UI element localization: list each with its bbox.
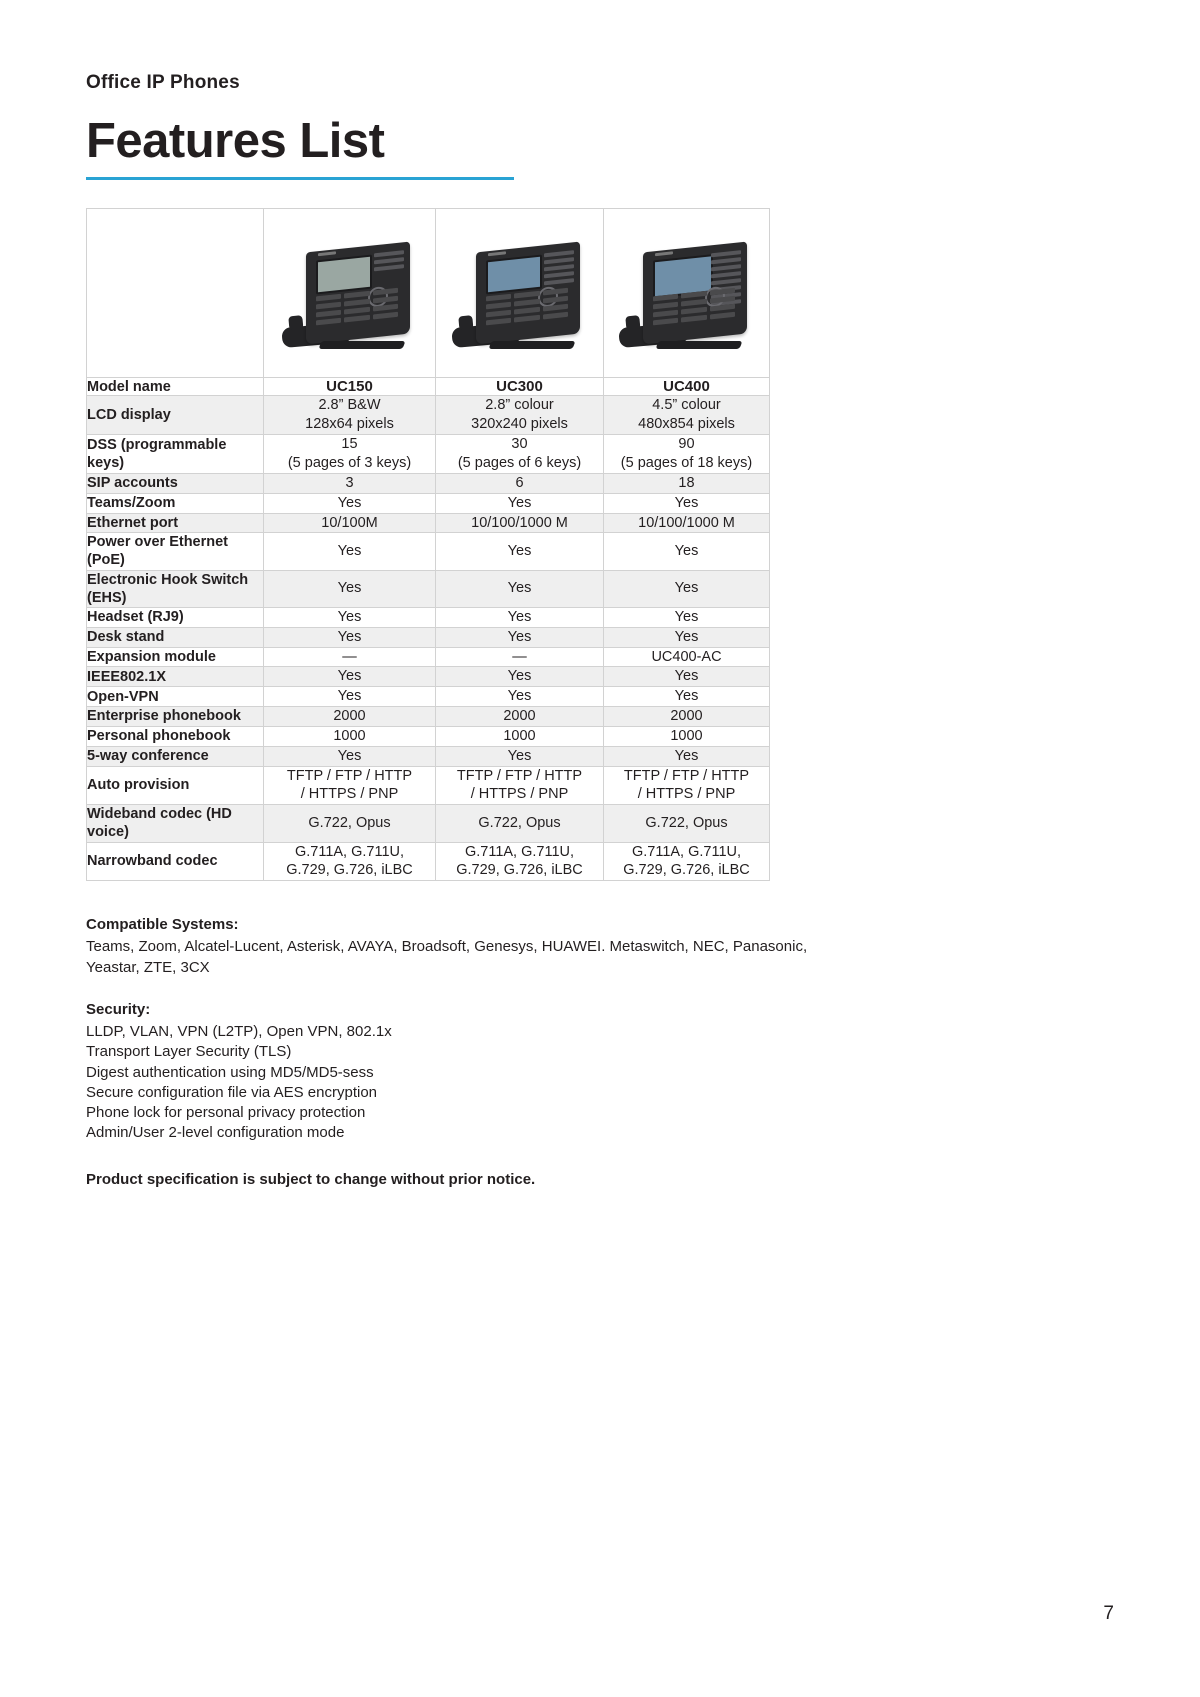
row-value: Yes bbox=[436, 607, 604, 627]
row-label: Auto provision bbox=[87, 766, 264, 805]
table-row bbox=[87, 805, 770, 842]
row-value: 3 bbox=[264, 473, 436, 493]
table-image-row bbox=[87, 209, 770, 378]
row-value: Yes bbox=[264, 746, 436, 766]
model-name-uc300: UC300 bbox=[436, 378, 604, 396]
table-row bbox=[87, 435, 770, 474]
row-value: Yes bbox=[264, 570, 436, 607]
table-row bbox=[87, 473, 770, 493]
row-label: Open-VPN bbox=[87, 687, 264, 707]
row-label: Personal phonebook bbox=[87, 726, 264, 746]
title-underline bbox=[86, 177, 514, 180]
security-line-3: Secure configuration file via AES encryption bbox=[86, 1083, 377, 1101]
disclaimer-text: Product specification is subject to change without prior notice. bbox=[86, 1170, 536, 1188]
row-label: Wideband codec (HD voice) bbox=[87, 805, 264, 842]
model-name-uc150: UC150 bbox=[264, 378, 436, 396]
row-value: 2.8” colour 320x240 pixels bbox=[436, 396, 604, 435]
row-value: Yes bbox=[604, 570, 770, 607]
row-label: Teams/Zoom bbox=[87, 493, 264, 513]
phone-illustration bbox=[282, 231, 418, 351]
notes-section bbox=[86, 915, 1116, 1190]
row-value: 4.5” colour 480x854 pixels bbox=[604, 396, 770, 435]
page-number: 7 bbox=[1103, 1603, 1114, 1624]
row-value: 2000 bbox=[436, 707, 604, 727]
row-value: 2000 bbox=[264, 707, 436, 727]
compatible-systems-line-1: Teams, Zoom, Alcatel-Lucent, Asterisk, AVAYA, Broadsoft, Genesys, HUAWEI. Metaswitch, NEC, Panasonic, bbox=[86, 938, 808, 956]
row-value: TFTP / FTP / HTTP / HTTPS / PNP bbox=[604, 766, 770, 805]
row-value: 90 (5 pages of 18 keys) bbox=[604, 435, 770, 474]
model-image-cell-uc150 bbox=[264, 209, 436, 378]
row-value: Yes bbox=[264, 627, 436, 647]
row-value: Yes bbox=[436, 746, 604, 766]
row-value: Yes bbox=[264, 533, 436, 570]
row-value: — bbox=[436, 647, 604, 667]
row-value: Yes bbox=[604, 667, 770, 687]
row-value: 6 bbox=[436, 473, 604, 493]
row-label: 5-way conference bbox=[87, 746, 264, 766]
security-line-5: Admin/User 2-level configuration mode bbox=[86, 1124, 345, 1142]
model-name-label: Model name bbox=[87, 378, 264, 396]
row-value: 2000 bbox=[604, 707, 770, 727]
compatible-systems-line-2: Yeastar, ZTE, 3CX bbox=[86, 958, 210, 976]
row-value: 1000 bbox=[604, 726, 770, 746]
row-value: G.722, Opus bbox=[264, 805, 436, 842]
row-label: Headset (RJ9) bbox=[87, 607, 264, 627]
row-value: G.722, Opus bbox=[604, 805, 770, 842]
row-value: G.711A, G.711U, G.729, G.726, iLBC bbox=[264, 842, 436, 881]
page-content bbox=[86, 72, 1116, 1190]
table-row bbox=[87, 647, 770, 667]
table-row bbox=[87, 493, 770, 513]
page-title: Features List bbox=[86, 114, 385, 168]
row-value: 2.8” B&W 128x64 pixels bbox=[264, 396, 436, 435]
row-label: Expansion module bbox=[87, 647, 264, 667]
row-value: 18 bbox=[604, 473, 770, 493]
row-value: Yes bbox=[436, 493, 604, 513]
table-row bbox=[87, 513, 770, 533]
model-name-uc400: UC400 bbox=[604, 378, 770, 396]
table-row bbox=[87, 746, 770, 766]
row-value: 30 (5 pages of 6 keys) bbox=[436, 435, 604, 474]
row-value: Yes bbox=[264, 493, 436, 513]
row-value: Yes bbox=[264, 607, 436, 627]
features-table bbox=[86, 208, 770, 881]
table-row bbox=[87, 570, 770, 607]
table-row bbox=[87, 667, 770, 687]
row-value: 10/100/1000 M bbox=[604, 513, 770, 533]
row-value: Yes bbox=[604, 607, 770, 627]
table-row bbox=[87, 687, 770, 707]
phone-illustration bbox=[452, 231, 588, 351]
table-row bbox=[87, 842, 770, 881]
page-eyebrow: Office IP Phones bbox=[86, 72, 240, 93]
row-value: Yes bbox=[604, 493, 770, 513]
table-row bbox=[87, 707, 770, 727]
security-block bbox=[86, 1000, 1116, 1144]
row-label: LCD display bbox=[87, 396, 264, 435]
compatible-systems-heading: Compatible Systems: bbox=[86, 916, 239, 934]
table-row bbox=[87, 607, 770, 627]
row-value: Yes bbox=[264, 687, 436, 707]
row-label: SIP accounts bbox=[87, 473, 264, 493]
row-value: Yes bbox=[604, 746, 770, 766]
row-label: DSS (programmable keys) bbox=[87, 435, 264, 474]
compatible-systems-block bbox=[86, 915, 1116, 978]
table-corner-cell bbox=[87, 209, 264, 378]
row-label: Narrowband codec bbox=[87, 842, 264, 881]
security-heading: Security: bbox=[86, 1000, 151, 1018]
table-row bbox=[87, 396, 770, 435]
row-label: Electronic Hook Switch (EHS) bbox=[87, 570, 264, 607]
row-value: Yes bbox=[436, 533, 604, 570]
row-value: 15 (5 pages of 3 keys) bbox=[264, 435, 436, 474]
row-value: TFTP / FTP / HTTP / HTTPS / PNP bbox=[264, 766, 436, 805]
table-row bbox=[87, 533, 770, 570]
row-value: G.711A, G.711U, G.729, G.726, iLBC bbox=[436, 842, 604, 881]
row-value: 10/100M bbox=[264, 513, 436, 533]
security-line-4: Phone lock for personal privacy protection bbox=[86, 1104, 366, 1122]
row-value: Yes bbox=[436, 687, 604, 707]
table-row bbox=[87, 726, 770, 746]
row-value: UC400-AC bbox=[604, 647, 770, 667]
model-image-cell-uc300 bbox=[436, 209, 604, 378]
row-value: TFTP / FTP / HTTP / HTTPS / PNP bbox=[436, 766, 604, 805]
row-label: IEEE802.1X bbox=[87, 667, 264, 687]
security-line-1: Transport Layer Security (TLS) bbox=[86, 1043, 292, 1061]
table-row bbox=[87, 766, 770, 805]
row-value: Yes bbox=[604, 533, 770, 570]
table-row bbox=[87, 627, 770, 647]
row-value: 10/100/1000 M bbox=[436, 513, 604, 533]
row-value: Yes bbox=[436, 667, 604, 687]
row-value: Yes bbox=[436, 570, 604, 607]
security-line-2: Digest authentication using MD5/MD5-sess bbox=[86, 1063, 374, 1081]
row-value: 1000 bbox=[436, 726, 604, 746]
model-image-cell-uc400 bbox=[604, 209, 770, 378]
row-value: G.711A, G.711U, G.729, G.726, iLBC bbox=[604, 842, 770, 881]
row-value: G.722, Opus bbox=[436, 805, 604, 842]
row-value: Yes bbox=[264, 667, 436, 687]
row-value: 1000 bbox=[264, 726, 436, 746]
row-label: Desk stand bbox=[87, 627, 264, 647]
security-line-0: LLDP, VLAN, VPN (L2TP), Open VPN, 802.1x bbox=[86, 1023, 392, 1041]
row-value: — bbox=[264, 647, 436, 667]
row-label: Ethernet port bbox=[87, 513, 264, 533]
row-value: Yes bbox=[604, 687, 770, 707]
row-value: Yes bbox=[604, 627, 770, 647]
row-label: Enterprise phonebook bbox=[87, 707, 264, 727]
table-model-row bbox=[87, 378, 770, 396]
phone-illustration bbox=[619, 231, 755, 351]
row-label: Power over Ethernet (PoE) bbox=[87, 533, 264, 570]
row-value: Yes bbox=[436, 627, 604, 647]
